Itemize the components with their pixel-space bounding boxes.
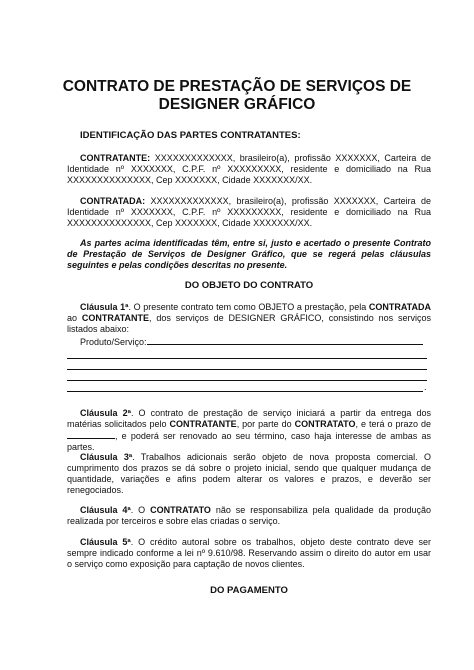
clausula-1-text-c: , dos serviços de DESIGNER GRÁFICO, consistindo nos serviços listados abaixo: <box>67 313 431 334</box>
clausula-4-label: Cláusula 4ª <box>80 505 131 515</box>
clausula-4-bold-a: CONTRATATO <box>150 505 211 515</box>
contratante-paragraph <box>67 153 431 186</box>
clausula-4-text-b: não se responsabiliza pela qualidade da produção realizada por terceiros e sobre elas criadas o serviço. <box>67 505 431 526</box>
clausula-3-paragraph <box>67 452 431 496</box>
contratante-text: XXXXXXXXXXXXX, brasileiro(a), profissão XXXXXXX, Carteira de Identidade nº XXXXXXX, C.P.F. nº XXXXXXXXX, residente e domiciliado na Rua XXXXXXXXXXXXXX, Cep XXXXXXX, Cidade XXXXXXX/XX. <box>67 153 431 185</box>
clausula-1-paragraph <box>67 302 431 335</box>
prazo-blank <box>67 430 115 439</box>
pagamento-heading: DO PAGAMENTO <box>210 585 288 596</box>
partes-paragraph: As partes acima identificadas têm, entre si, justo e acertado o presente Contrato de Prestação de Serviços de Designer Gráfico, que se regerá pelas cláusulas seguintes e pelas condições descritas no presente. <box>67 238 431 270</box>
document-title-line-1: CONTRATO DE PRESTAÇÃO DE SERVIÇOS DE <box>62 78 412 95</box>
objeto-heading: DO OBJETO DO CONTRATO <box>184 280 314 291</box>
clausula-1-label: Cláusula 1ª <box>80 302 129 312</box>
clausula-2-text-c: , e terá o prazo de <box>355 419 431 429</box>
identificacao-heading: IDENTIFICAÇÃO DAS PARTES CONTRATANTES: <box>80 130 301 141</box>
produto-servico-label: Produto/Serviço: <box>80 337 147 347</box>
clausula-4-paragraph <box>67 505 431 527</box>
blank-line-4 <box>67 391 423 392</box>
blank-line-2 <box>67 369 427 370</box>
clausula-1-end-mark: . <box>424 382 427 392</box>
clausula-2-bold-a: CONTRATANTE <box>169 419 237 429</box>
clausula-2-text-d: , e poderá ser renovado ao seu término, caso haja interesse de ambas as partes. <box>67 431 431 452</box>
clausula-5-label: Cláusula 5ª <box>80 537 131 547</box>
produto-servico-blank <box>147 336 423 345</box>
clausula-2-bold-b: CONTRATATO <box>294 419 356 429</box>
document-title-line-2: DESIGNER GRÁFICO <box>158 96 316 113</box>
contratante-label: CONTRATANTE: <box>80 153 151 163</box>
clausula-2-label: Cláusula 2ª <box>80 408 131 418</box>
clausula-3-label: Cláusula 3ª <box>80 452 133 462</box>
clausula-1-text-b: ao <box>67 313 82 323</box>
clausula-3-text: . Trabalhos adicionais serão objeto de nova proposta comercial. O cumprimento dos prazos se dá sobre o projeto inicial, sendo que qualquer mudança de quantidade, variações e afins podem alterar os valores e prazos, e deverão ser renegociados. <box>67 452 431 495</box>
document-title <box>40 78 434 114</box>
blank-line-1 <box>67 358 427 359</box>
clausula-2-text-b: , por parte do <box>236 419 295 429</box>
clausula-5-text: . O crédito autoral sobre os trabalhos, objeto deste contrato deve ser sempre indicado conforme a lei nº 9.610/98. Reservando assim o direito do autor em usar o serviço como exposição para captação de novos clientes. <box>67 537 431 569</box>
clausula-1-bold-b: CONTRATANTE <box>81 313 150 323</box>
contratada-paragraph <box>67 196 431 229</box>
clausula-5-paragraph <box>67 537 431 570</box>
clausula-1-bold-a: CONTRATADA <box>368 302 431 312</box>
clausula-4-text-a: . O <box>130 505 151 515</box>
blank-line-3 <box>67 380 427 381</box>
clausula-2-paragraph <box>67 408 431 453</box>
clausula-2-text-a: . O contrato de prestação de serviço iniciará a partir da entrega dos matérias solicitados pelo <box>67 408 431 429</box>
clausula-1-text-a: . O presente contrato tem como OBJETO a prestação, pela <box>128 302 369 312</box>
contratada-label: CONTRATADA: <box>80 196 146 206</box>
produto-servico-field <box>80 336 431 348</box>
contratada-text: XXXXXXXXXXXXX, brasileiro(a), profissão XXXXXXX, Carteira de Identidade nº XXXXXXX, C.P.F. nº XXXXXXXXX, residente e domiciliado na Rua XXXXXXXXXXXXXX, Cep XXXXXXX, Cidade XXXXXXX/XX. <box>67 196 431 228</box>
